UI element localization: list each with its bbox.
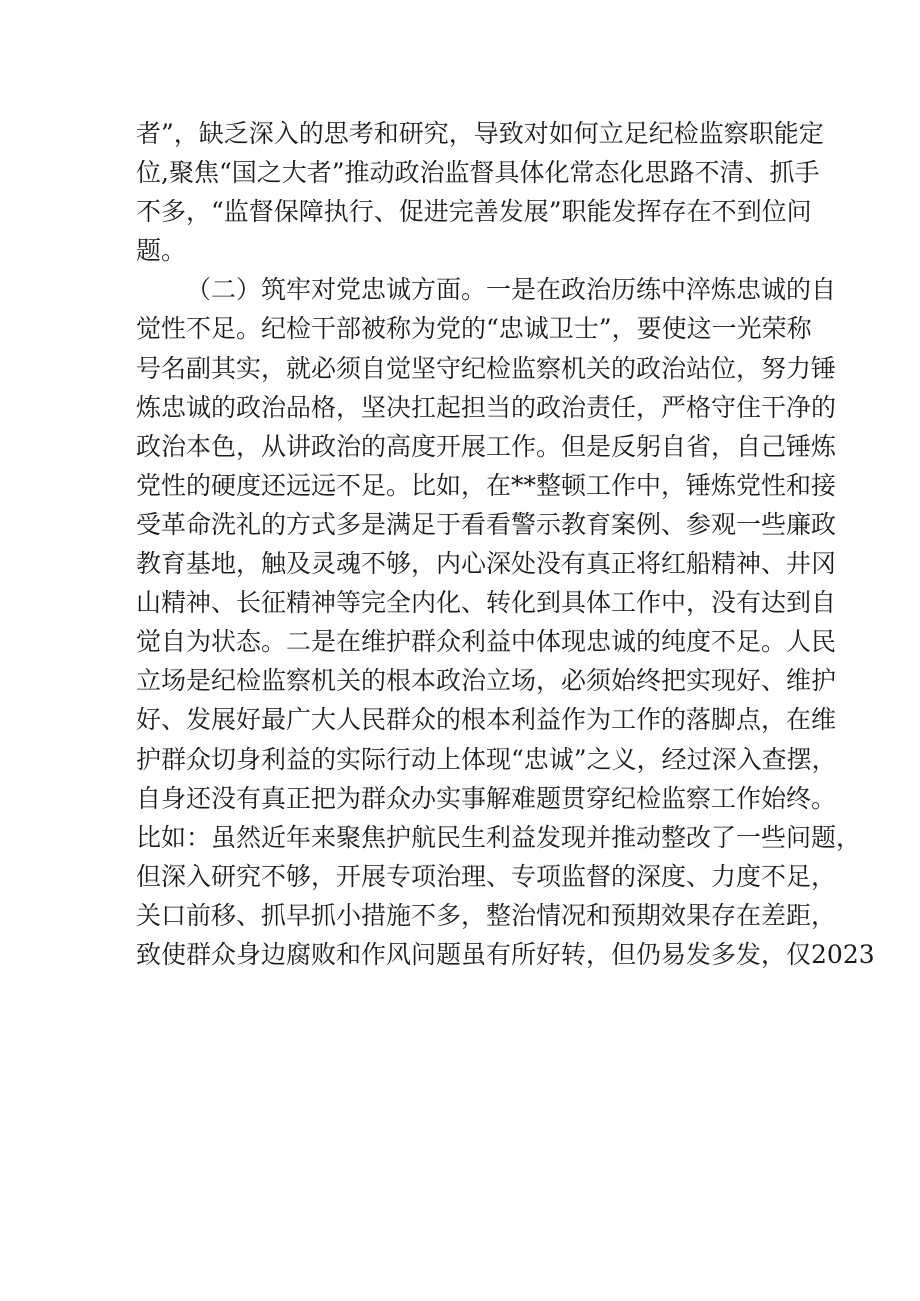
text-line: 者”，缺乏深入的思考和研究，导致对如何立足纪检监察职能定 (136, 119, 824, 148)
text-line: 受革命洗礼的方式多是满足于看看警示教育案例、参观一些廉政 (136, 509, 837, 539)
text-line: 党性的硬度还远远不足。比如，在**整顿工作中，锤炼党性和接 (136, 470, 837, 500)
section-heading-line: （二）筑牢对党忠诚方面。一是在政治历练中淬炼忠诚的自 (186, 275, 837, 305)
text-line: 致使群众身边腐败和作风问题虽有所好转，但仍易发多发，仅2023 (136, 939, 875, 969)
text-line: 好、发展好最广大人民群众的根本利益作为工作的落脚点，在维 (136, 705, 837, 735)
text-line: 比如：虽然近年来聚焦护航民生利益发现并推动整改了一些问题， (136, 822, 862, 852)
body-text (136, 114, 875, 974)
text-line: 山精神、长征精神等完全内化、转化到具体工作中，没有达到自 (136, 588, 837, 618)
text-line: 不多，“监督保障执行、促进完善发展”职能发挥存在不到位问 (136, 197, 812, 227)
text-line: 立场是纪检监察机关的根本政治立场，必须始终把实现好、维护 (136, 666, 837, 696)
text-line: 但深入研究不够，开展专项治理、专项监督的深度、力度不足， (136, 861, 837, 891)
text-line: 护群众切身利益的实际行动上体现“忠诚”之义，经过深入查摆， (136, 744, 837, 774)
text-line: 炼忠诚的政治品格，坚决扛起担当的政治责任，严格守住干净的 (136, 392, 837, 422)
text-line: 觉自为状态。二是在维护群众利益中体现忠诚的纯度不足。人民 (136, 627, 837, 657)
text-line: 号名副其实，就必须自觉坚守纪检监察机关的政治站位，努力锤 (136, 353, 837, 383)
text-line: 题。 (136, 236, 187, 266)
text-line: 政治本色，从讲政治的高度开展工作。但是反躬自省，自己锤炼 (136, 431, 837, 461)
text-line: 教育基地，触及灵魂不够，内心深处没有真正将红船精神、井冈 (136, 549, 837, 579)
text-line: 关口前移、抓早抓小措施不多，整治情况和预期效果存在差距， (136, 900, 837, 930)
text-line: 自身还没有真正把为群众办实事解难题贯穿纪检监察工作始终。 (136, 783, 837, 813)
text-line: 觉性不足。纪检干部被称为党的“忠诚卫士”，要使这一光荣称 (136, 314, 812, 344)
text-line: 位,聚焦“国之大者”推动政治监督具体化常态化思路不清、抓手 (136, 158, 820, 188)
